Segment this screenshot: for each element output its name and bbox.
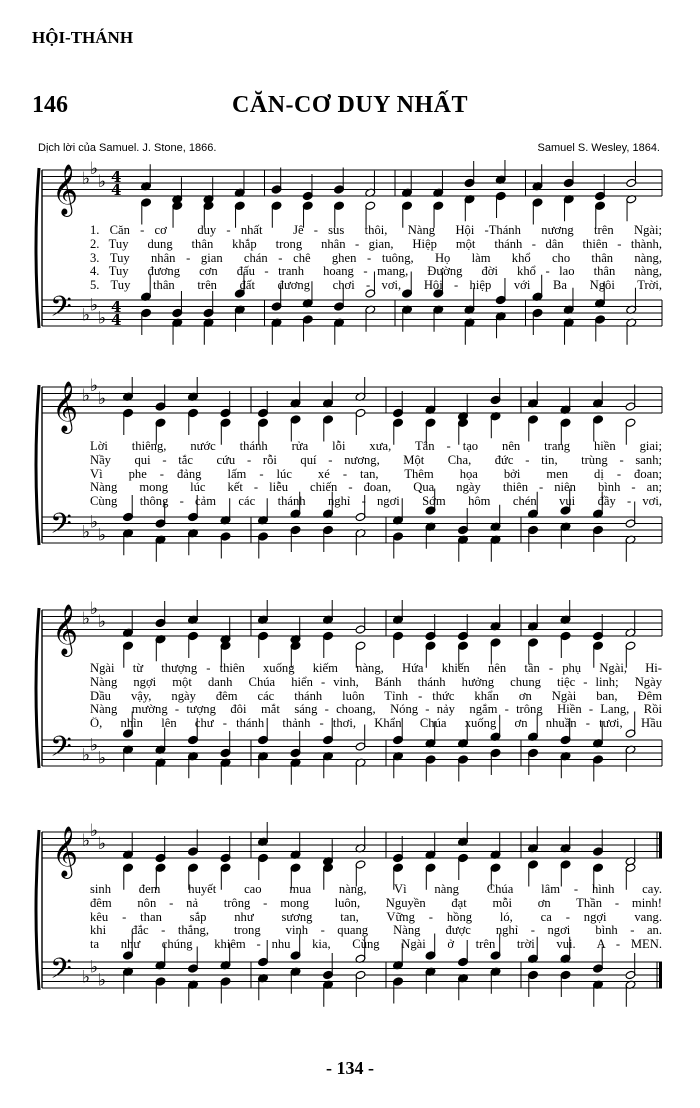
bass-clef: 𝄢 xyxy=(50,730,72,771)
flat-icon: ♭ xyxy=(98,389,107,409)
lyric-line: Vì phe - đảng lấm - lúc xé - tan, Thêm họa bởi men dị - đoan; xyxy=(90,467,662,481)
composer-credit: Samuel S. Wesley, 1864. xyxy=(537,142,660,154)
flat-icon: ♭ xyxy=(82,830,91,851)
flat-icon: ♭ xyxy=(98,612,107,632)
bass-clef: 𝄢 xyxy=(50,290,72,331)
time-signature-top: 4 xyxy=(111,168,122,186)
lyric-line: Lời thiêng, nước thánh rửa lỗi xưa, Tân - tạo nên trang hiền giai; xyxy=(90,440,662,453)
bass-clef: 𝄢 xyxy=(50,952,72,993)
lyric-line: Ngài từ thượng - thiên xuống kiếm nàng, Hứa khiến nên tân - phụ Ngài, Hi- xyxy=(90,662,662,675)
flat-icon: ♭ xyxy=(82,745,91,766)
flat-icon: ♭ xyxy=(82,305,91,326)
lyric-line: kêu - than sắp như sương tan, Vững - hồng ló, ca - ngợi vang. xyxy=(90,910,662,924)
lyric-line: đêm nôn - nả trông - mong luôn, Nguyền đạt mỗi ơn Thần - minh! xyxy=(90,896,662,910)
lyric-line: Nàng mường - tượng đôi mắt sáng - choang, Nóng - nảy ngắm - trông Hiền - Lang, Rồi xyxy=(90,703,662,717)
lyrics-block-1 xyxy=(90,224,662,293)
flat-icon: ♭ xyxy=(90,377,99,396)
flat-icon: ♭ xyxy=(82,168,91,189)
lyric-line: 1. Căn - cơ duy - nhất Jê - sus thôi, Nàng Hội -Thánh nương trên Ngài; xyxy=(90,224,662,237)
lyric-line: Nàng mong lúc kết - liễu chiến - đoan, Qua ngày thiên - niên bình - an; xyxy=(90,481,662,495)
time-signature-bottom: 4 xyxy=(111,311,122,329)
page-number: - 134 - xyxy=(326,1058,374,1078)
lyric-line: Cùng thông - cảm các thánh nghỉ - ngơi Sớm hôm chén vui đầy - vơi, xyxy=(90,495,662,509)
flat-icon: ♭ xyxy=(90,600,99,619)
flat-icon: ♭ xyxy=(98,525,107,546)
bass-clef: 𝄢 xyxy=(50,507,72,548)
hymn-title: CĂN-CƠ DUY NHẤT xyxy=(232,92,468,118)
lyric-line: Dầu vậy, ngày đêm các thánh luôn Tỉnh - thức khẩn ơn Ngài ban, Đêm xyxy=(90,689,662,703)
flat-icon: ♭ xyxy=(90,735,99,756)
flat-icon: ♭ xyxy=(90,295,99,316)
lyric-line: Nầy qui - tắc cứu - rỗi quí - nương, Một Cha, đức - tin, trùng - sanh; xyxy=(90,453,662,467)
treble-clef: 𝄞 xyxy=(52,381,79,432)
section-header: HỘI-THÁNH xyxy=(32,28,134,47)
system-brace xyxy=(36,385,39,545)
lyric-line: Ồ, nhìn lên chư - thánh thảnh - thơi, Khẩn Chúa xuống ơn nhuần - tươi, Hầu xyxy=(90,717,662,731)
flat-icon: ♭ xyxy=(90,512,99,533)
treble-clef: 𝄞 xyxy=(52,826,79,877)
lyric-line: 2. Tuy dung thân khắp trong nhân - gian, Hiệp một thánh - dân thiên - thành, xyxy=(90,237,662,251)
final-barline-thick xyxy=(659,962,662,988)
translation-credit: Dịch lời của Samuel. J. Stone, 1866. xyxy=(38,142,217,154)
flat-icon: ♭ xyxy=(98,970,107,991)
flat-icon: ♭ xyxy=(98,834,107,854)
time-signature-bottom: 4 xyxy=(111,181,122,199)
flat-icon: ♭ xyxy=(90,160,99,179)
flat-icon: ♭ xyxy=(82,522,91,543)
lyric-line: Nàng ngợi một danh Chúa hiển - vinh, Bánh thánh hưởng chung tiệc - linh; Ngày xyxy=(90,675,662,689)
lyrics-block-2 xyxy=(90,440,662,509)
system-brace xyxy=(36,608,39,768)
lyric-line: 5. Tuy thân trên đất đương chơi - vơi, Hội - hiệp với Ba Ngôi Trời, xyxy=(90,279,662,293)
flat-icon: ♭ xyxy=(98,308,107,329)
lyric-line: ta như chúng khiêm - nhu kia, Cùng Ngài ở trên trời vui. A - MEN. xyxy=(90,938,662,952)
lyric-line: 4. Tuy đương cơn đấu - tranh hoang - mang, Đường đời khổ - lao thân nàng, xyxy=(90,265,662,279)
flat-icon: ♭ xyxy=(82,608,91,629)
system-brace xyxy=(36,830,39,990)
treble-clef: 𝄞 xyxy=(52,164,79,215)
lyrics-block-3 xyxy=(90,662,662,731)
final-barline-thick xyxy=(659,832,662,858)
hymn-number: 146 xyxy=(32,92,68,118)
lyrics-block-4 xyxy=(90,883,662,952)
flat-icon: ♭ xyxy=(98,748,107,769)
flat-icon: ♭ xyxy=(82,385,91,406)
time-signature-top: 4 xyxy=(111,298,122,316)
flat-icon: ♭ xyxy=(82,967,91,988)
lyric-line: khi đắc - thắng, trong vinh - quang Nàng được nghỉ - ngơi bình - an. xyxy=(90,924,662,938)
flat-icon: ♭ xyxy=(90,957,99,978)
flat-icon: ♭ xyxy=(90,822,99,841)
lyric-line: sinh đem huyết cao mua nàng, Vì nàng Chúa lâm - hình cay. xyxy=(90,883,662,896)
flat-icon: ♭ xyxy=(98,172,107,192)
system-brace xyxy=(36,168,39,328)
treble-clef: 𝄞 xyxy=(52,604,79,655)
lyric-line: 3. Tuy nhân - gian chán - chê ghen - tuông, Họ làm khổ cho thân nàng, xyxy=(90,251,662,265)
